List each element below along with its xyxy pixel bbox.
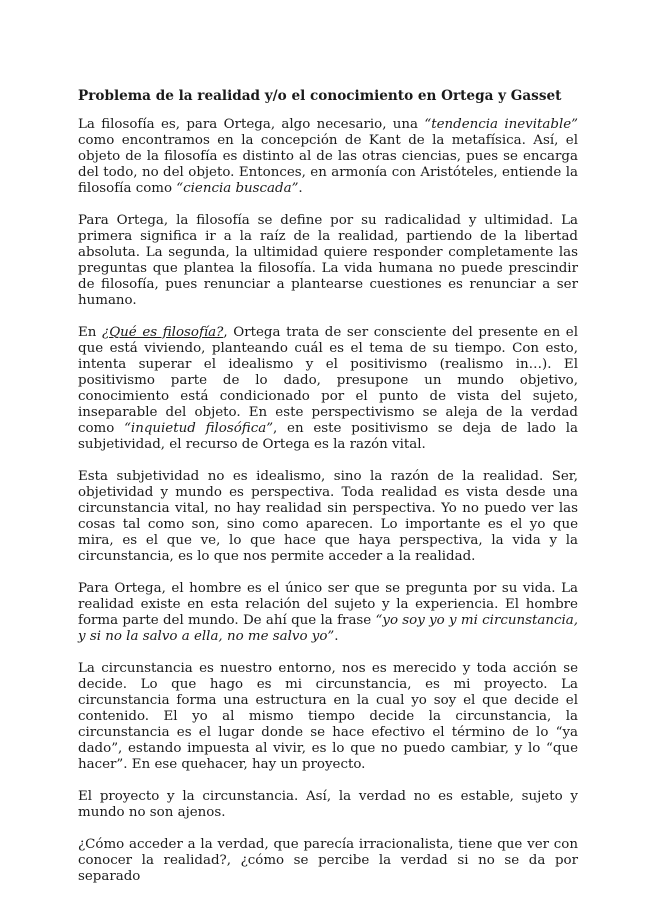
book-title-que-es-filosofia: ¿Qué es filosofía?: [102, 325, 224, 340]
paragraph-2: Para Ortega, la filosofía se define por su radicalidad y ultimidad. La primera significa ir a la raíz de la realidad, partiendo de la libertad absoluta. La segunda, la ultimidad quiere responder completamente las preguntas que plantea la filosofía. La vida humana no puede prescindir de filosofía, pues renunciar a plantearse cuestiones es renunciar a ser humano.: [78, 213, 578, 308]
paragraph-3-text-e: , en este positivismo se deja de lado la subjetividad, el recurso de Ortega es la razón vital.: [78, 421, 579, 452]
paragraph-8: ¿Cómo acceder a la verdad, que parecía irracionalista, tiene que ver con conocer la realidad?, ¿cómo se percibe la verdad si no se da por separado: [78, 837, 578, 884]
document-page: [78, 88, 578, 901]
paragraph-3-text-a: En: [78, 325, 103, 340]
paragraph-1-text-e: .: [298, 181, 303, 196]
paragraph-1-text-a: La filosofía es, para Ortega, algo necesario, una: [78, 117, 425, 132]
document-title: Problema de la realidad y/o el conocimiento en Ortega y Gasset: [78, 88, 562, 104]
quote-tendencia-inevitable: “tendencia inevitable”: [424, 117, 578, 132]
paragraph-1: [78, 117, 578, 197]
paragraph-7: El proyecto y la circunstancia. Así, la verdad no es estable, sujeto y mundo no son ajenos.: [78, 789, 578, 820]
quote-inquietud-filosofica: “inquietud filosófica”: [124, 421, 274, 436]
paragraph-5-text-a: Para Ortega, el hombre es el único ser que se pregunta por su vida. La realidad existe en esta relación del sujeto y la experiencia. El hombre forma parte del mundo. De ahí que la frase: [78, 581, 578, 628]
quote-yo-soy-yo: “yo soy yo y mi circunstancia, y si no la salvo a ella, no me salvo yo”: [78, 613, 578, 644]
paragraph-5: [78, 581, 578, 645]
paragraph-1-text-c: como encontramos en la concepción de Kant de la metafísica. Así, el objeto de la filosofía es distinto al de las otras ciencias, pues se encarga del todo, no del objeto. Entonces, en armonía con Aristóteles, entiende la filosofía como: [78, 133, 578, 196]
paragraph-4: Esta subjetividad no es idealismo, sino la razón de la realidad. Ser, objetividad y mundo es perspectiva. Toda realidad es vista desde una circunstancia vital, no hay realidad sin perspectiva. Yo no puedo ver las cosas tal como son, sino como aparecen. Lo importante es el yo que mira, es el que ve, lo que hace que haya perspectiva, la vida y la circunstancia, es lo que nos permite acceder a la realidad.: [78, 469, 578, 564]
quote-ciencia-buscada: “ciencia buscada”: [176, 181, 299, 196]
paragraph-3: [78, 325, 578, 453]
paragraph-5-text-c: .: [334, 629, 339, 644]
paragraph-3-text-c: , Ortega trata de ser consciente del presente en el que está viviendo, planteando cuál es el tema de su tiempo. Con esto, intenta superar el idealismo y el positivismo (realismo in…). El positivismo parte de lo dado, presupone un mundo objetivo, conocimiento está condicionado por el punto de vista del sujeto, inseparable del objeto. En este perspectivismo se aleja de la verdad como: [78, 325, 579, 436]
paragraph-6: La circunstancia es nuestro entorno, nos es merecido y toda acción se decide. Lo que hago es mi circunstancia, es mi proyecto. La circunstancia forma una estructura en la cual yo soy el que decide el contenido. El yo al mismo tiempo decide la circunstancia, la circunstancia es el lugar donde se hace efectivo el término de lo “ya dado”, estando impuesta al vivir, es lo que no puedo cambiar, y lo “que hacer”. En ese quehacer, hay un proyecto.: [78, 661, 578, 772]
